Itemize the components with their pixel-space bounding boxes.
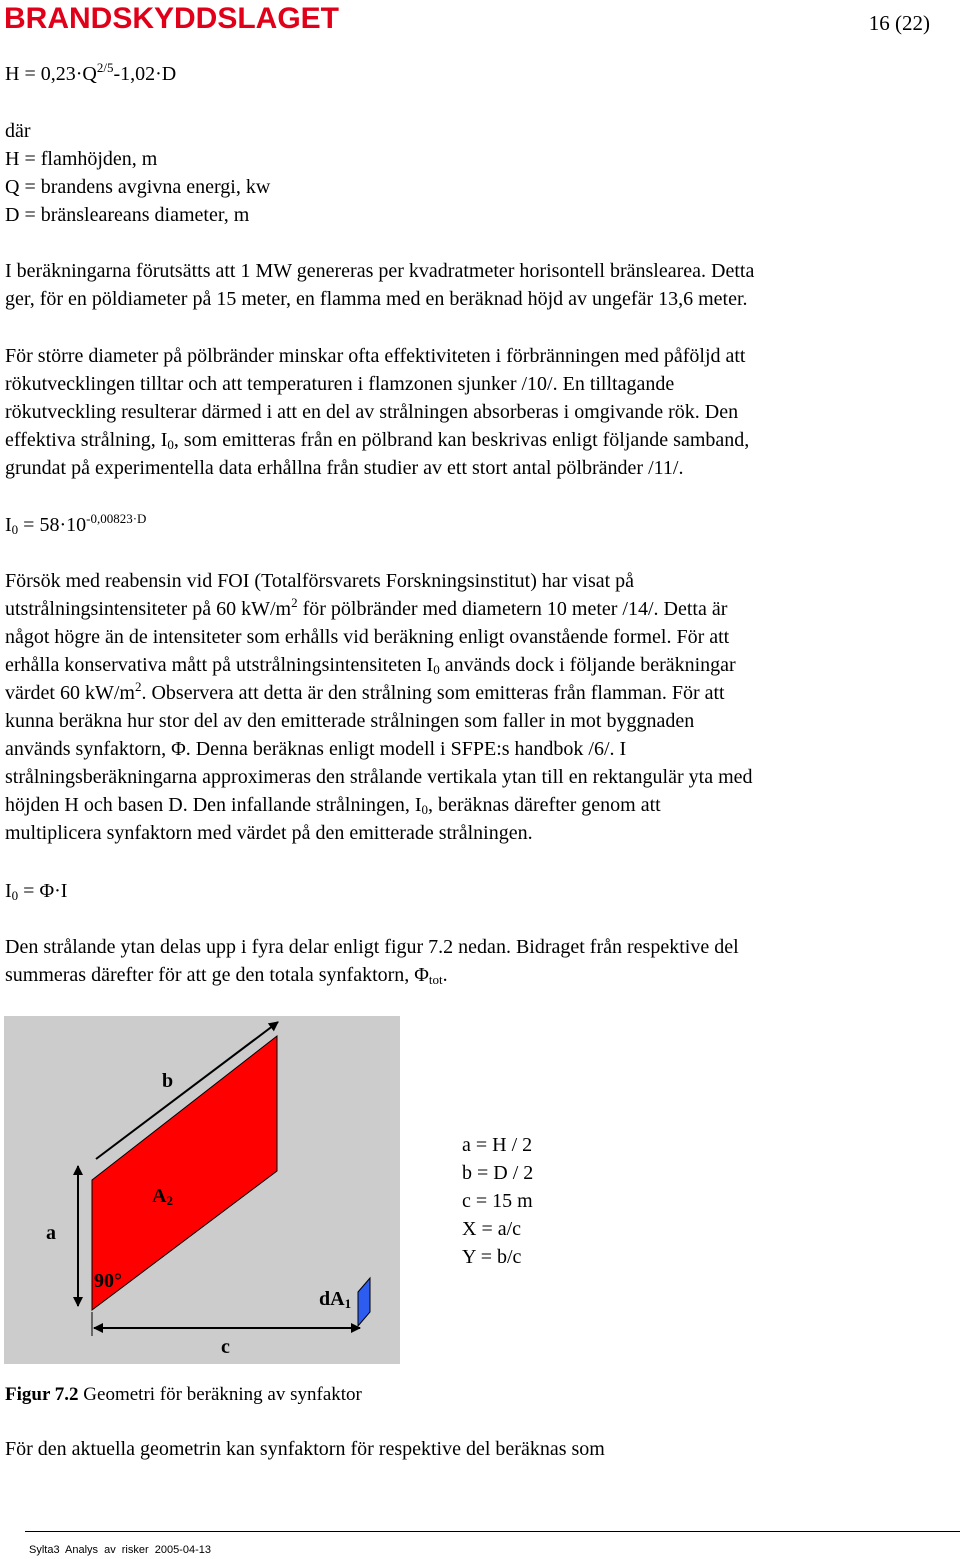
- paragraph-1-line: ger, för en pöldiameter på 15 meter, en flamma med en beräknad höjd av ungefär 13,6 meter.: [5, 288, 748, 310]
- paragraph-2-line: rökutveckling resulterar därmed i att en del av strålningen absorberas i omgivande rök. Den: [5, 401, 739, 423]
- footer-text: Sylta3 Analys av risker 2005-04-13: [29, 1544, 211, 1556]
- definition-q: Q = brandens avgivna energi, kw: [5, 176, 271, 198]
- paragraph-4-line: summeras därefter för att ge den totala synfaktorn, $\Phi_{tot}$.: [5, 964, 448, 987]
- paragraph-3-line: utstrålningsintensiteter på 60 $kW/m^2$ för pölbränder med diametern 10 meter /14/. Detta är: [5, 595, 728, 620]
- parameter-line: a = H / 2: [462, 1134, 533, 1156]
- label-a: a: [46, 1222, 56, 1244]
- geometry-figure: [4, 1016, 400, 1364]
- label-a2: $A_2$: [152, 1185, 173, 1208]
- paragraph-4-line: Den strålande ytan delas upp i fyra delar enligt figur 7.2 nedan. Bidraget från respektive del: [5, 936, 739, 958]
- paragraph-1-line: I beräkningarna förutsätts att 1 MW genereras per kvadratmeter horisontell bränslearea. Detta: [5, 260, 755, 282]
- footer-divider: [25, 1531, 960, 1532]
- definition-d: D = bränsleareans diameter, m: [5, 204, 250, 226]
- brand-logo: BRANDSKYDDSLAGET: [4, 2, 340, 35]
- label-c: c: [221, 1336, 230, 1358]
- parameter-line: c = 15 m: [462, 1190, 533, 1212]
- paragraph-3-line: värdet 60 $kW/m^2$. Observera att detta är den strålning som emitteras från flamman. För att: [5, 679, 725, 704]
- equation-flame-height: $H = 0,23\cdot Q^{2/5}-1,02\cdot D$: [5, 60, 177, 85]
- label-da1: $dA_1$: [319, 1288, 352, 1311]
- paragraph-3-line: erhålla konservativa mått på utstrålningsintensiteten $I_0$ används dock i följande beräkningar: [5, 654, 736, 677]
- definition-h: H = flamhöjden, m: [5, 148, 158, 170]
- paragraph-3-line: används synfaktorn, Φ. Denna beräknas enligt modell i SFPE:s handbok /6/. I: [5, 738, 627, 760]
- receiver-element: [358, 1278, 370, 1326]
- paragraph-2-line: rökutvecklingen tilltar och att temperaturen i flamzonen sjunker /10/. En tilltagande: [5, 373, 675, 395]
- paragraph-3-line: höjden H och basen D. Den infallande strålningen, $I_0$, beräknas därefter genom att: [5, 794, 661, 817]
- paragraph-2-line: grundat på experimentella data erhållna från studier av ett stort antal pölbränder /11/.: [5, 457, 684, 479]
- label-right-angle: 90°: [94, 1270, 122, 1292]
- paragraph-3-line: något högre än de intensiteter som erhålls vid beräkning enligt ovanstående formel. För att: [5, 626, 730, 648]
- parameter-line: b = D / 2: [462, 1162, 534, 1184]
- equation-incident-radiation: $I_0 = \Phi\cdot I$: [5, 880, 68, 903]
- parameter-line: Y = b/c: [462, 1246, 522, 1268]
- where-label: där: [5, 120, 31, 142]
- parameter-line: X = a/c: [462, 1218, 522, 1240]
- paragraph-2-line: För större diameter på pölbränder minskar ofta effektiviteten i förbränningen med påföljd att: [5, 345, 746, 367]
- closing-line: För den aktuella geometrin kan synfaktorn för respektive del beräknas som: [5, 1438, 605, 1460]
- paragraph-3-line: kunna beräkna hur stor del av den emitterade strålningen som faller in mot byggnaden: [5, 710, 695, 732]
- geometry-diagram: [4, 1016, 400, 1364]
- equation-effective-radiation: $I_0 = 58\cdot 10^{-0,00823\cdot D}$: [5, 511, 147, 537]
- figure-caption: Figur 7.2 Geometri för beräkning av synfaktor: [5, 1384, 362, 1405]
- radiating-surface: [92, 1036, 277, 1310]
- paragraph-3-line: Försök med reabensin vid FOI (Totalförsvarets Forskningsinstitut) har visat på: [5, 570, 635, 592]
- paragraph-2-line: effektiva strålning, $I_0$, som emitteras från en pölbrand kan beskrivas enligt följande samband,: [5, 429, 750, 452]
- paragraph-3-line: multiplicera synfaktorn med värdet på den emitterade strålningen.: [5, 822, 533, 844]
- page-number: 16 (22): [868, 11, 930, 35]
- figure-parameters: [462, 1131, 533, 1271]
- label-b: b: [162, 1070, 174, 1092]
- paragraph-3-line: strålningsberäkningarna approximeras den strålande vertikala ytan till en rektangulär yta med: [5, 766, 753, 788]
